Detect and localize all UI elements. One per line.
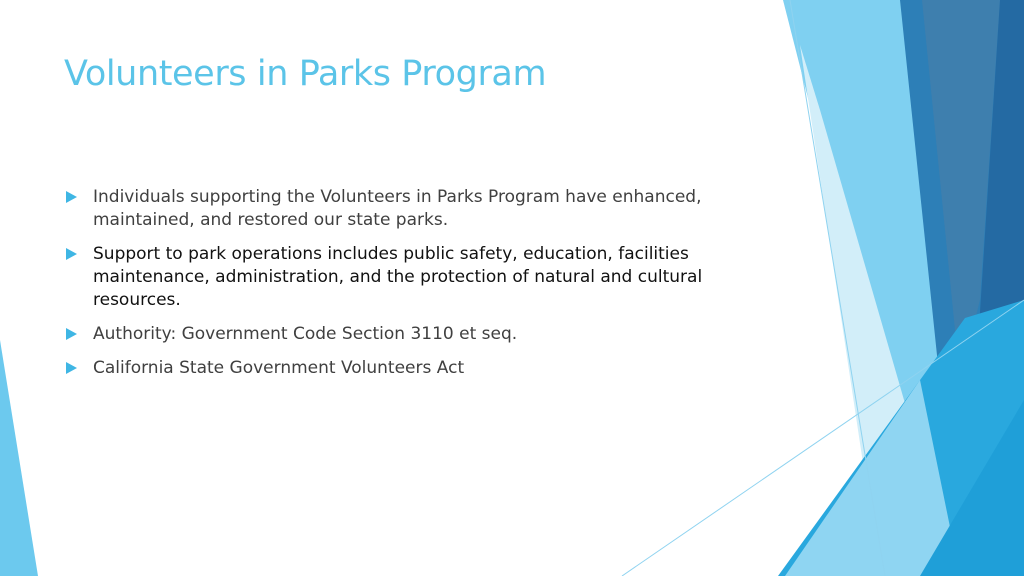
bullet-list <box>64 186 744 391</box>
bullet-item <box>64 323 744 346</box>
bullet-text: Authority: Government Code Section 3110 et seq. <box>93 324 518 344</box>
bullet-item <box>64 243 744 312</box>
slide-title: Volunteers in Parks Program <box>64 54 547 94</box>
bullet-item <box>64 357 744 380</box>
bullet-text: California State Government Volunteers Act <box>93 358 465 378</box>
triangle-right-icon <box>66 362 77 374</box>
triangle-right-icon <box>66 248 77 260</box>
bullet-text: Individuals supporting the Volunteers in Parks Program have enhanced, maintained, and restored our state parks. <box>93 187 702 230</box>
left-edge-sliver <box>0 340 38 576</box>
bullet-text: Support to park operations includes public safety, education, facilities maintenance, administration, and the protection of natural and cultural resources. <box>93 244 703 310</box>
triangle-right-icon <box>66 328 77 340</box>
triangle-right-icon <box>66 191 77 203</box>
bullet-item <box>64 186 744 232</box>
